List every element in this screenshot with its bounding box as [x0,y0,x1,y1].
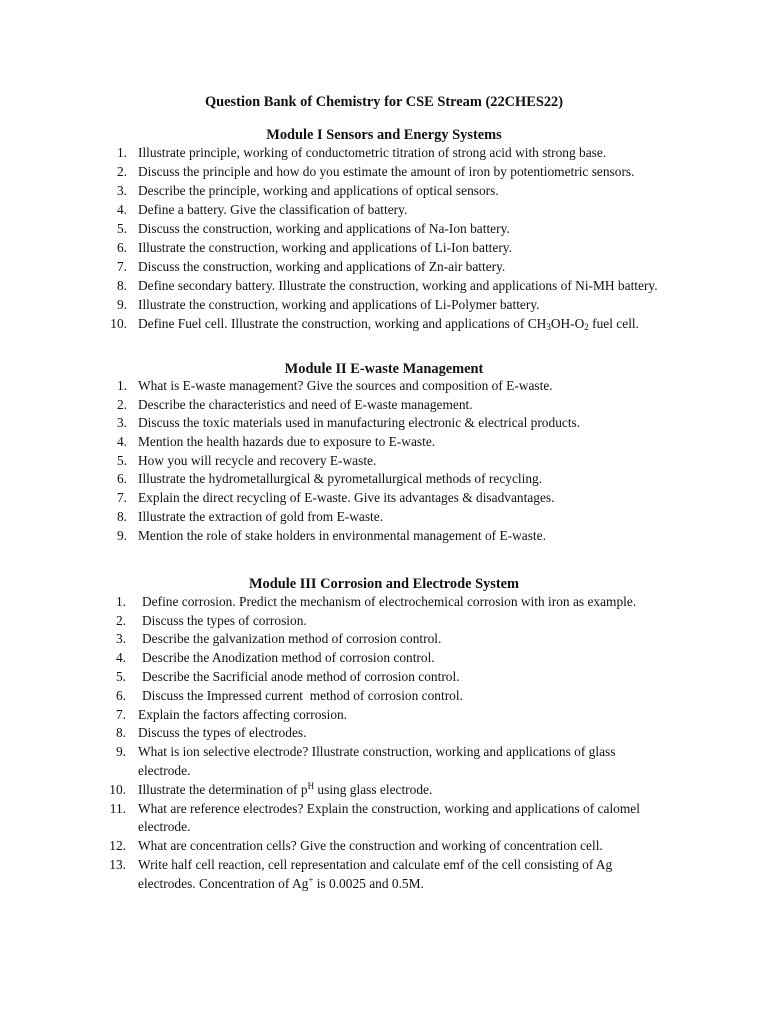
question-number: 6. [115,687,126,703]
question-number: 9. [116,297,127,312]
question-text: Illustrate the construction, working and applications of Li-Ion battery. [138,240,512,255]
question-number: 10. [109,781,126,797]
question-text: Discuss the toxic materials used in manufacturing electronic & electrical products. [138,415,581,431]
question-number: 1. [116,378,127,393]
question-text: Explain the factors affecting corrosion. [138,706,348,722]
list-item [0,414,768,433]
question-text: Describe the characteristics and need of E-waste management. [138,396,473,412]
list-item [0,649,768,668]
question-text: Describe the galvanization method of corrosion control. [142,630,442,646]
list-item [0,144,768,163]
question-number: 8. [116,278,127,293]
list-item [0,220,768,239]
question-number: 9. [115,744,126,760]
list-item [0,781,768,800]
question-text: What are concentration cells? Give the construction and working of concentration cell. [138,838,603,854]
list-item [0,396,768,415]
question-number: 3. [115,630,126,646]
question-number: 8. [115,725,126,741]
question-text: Discuss the types of electrodes. [138,725,307,741]
list-item [0,856,768,894]
question-text: Illustrate the determination of $p^H$ using glass electrode. [138,780,433,797]
module-1-title: Module I Sensors and Energy Systems [266,127,502,143]
list-item [0,837,768,856]
list-item [0,630,768,649]
list-item [0,743,768,781]
question-text: Define secondary battery. Illustrate the construction, working and applications of Ni-MH battery. [138,278,658,293]
question-number: 7. [116,490,127,506]
module-1-question-list [0,144,768,334]
list-item [0,612,768,630]
question-number: 2. [116,396,127,412]
question-text: Write half cell reaction, cell representation and calculate emf of the cell consisting of Ag electrodes. Concentration of Ag+ is 0.0025 and 0.5M. [138,856,613,891]
question-text: Discuss the construction, working and applications of Zn-air battery. [138,259,506,274]
question-text: Define Fuel cell. Illustrate the construction, working and applications of $CH_3OH-O_2$ fuel cell. [138,316,639,332]
list-item [0,724,768,743]
question-number: 4. [115,650,126,666]
question-text: Illustrate the construction, working and applications of Li-Polymer battery. [138,297,540,312]
list-item [0,470,768,489]
list-item [0,258,768,277]
list-item [0,201,768,220]
question-text: What is E-waste management? Give the sources and composition of E-waste. [138,378,553,393]
question-text: Describe the Anodization method of corrosion control. [142,650,435,666]
question-text: Describe the Sacrificial anode method of corrosion control. [142,668,460,684]
question-text: Discuss the construction, working and applications of Na-Ion battery. [138,221,510,236]
question-text: Illustrate the hydrometallurgical & pyrometallurgical methods of recycling. [138,471,543,487]
question-number: 9. [116,527,127,543]
question-text: How you will recycle and recovery E-waste. [138,452,377,468]
list-item [0,182,768,201]
question-number: 8. [116,508,127,524]
list-item [0,593,768,612]
question-number: 6. [116,471,127,487]
question-number: 10. [110,316,127,331]
list-item [0,800,768,838]
module-3-title: Module III Corrosion and Electrode System [248,576,520,592]
question-number: 1. [116,145,127,160]
question-text: Discuss the types of corrosion. [142,612,307,628]
list-item [0,706,768,725]
question-number: 2. [116,164,127,179]
question-number: 5. [115,668,126,684]
question-number: 4. [116,202,127,217]
module-2-question-list [0,377,768,545]
document-title: Question Bank of Chemistry for CSE Stream (22CHES22) [204,94,564,110]
question-number: 12. [109,838,126,854]
question-text: Illustrate principle, working of conductometric titration of strong acid with strong base. [138,145,607,160]
list-item [0,687,768,706]
question-text: What is ion selective electrode? Illustrate construction, working and applications of glass electrode. [138,744,616,778]
question-text: Describe the principle, working and applications of optical sensors. [138,183,499,198]
question-number: 3. [116,183,127,198]
question-text: Mention the role of stake holders in environmental management of E-waste. [138,527,546,543]
question-number: 2. [115,612,126,628]
list-item [0,377,768,396]
list-item [0,508,768,527]
list-item [0,489,768,508]
question-number: 4. [116,434,127,450]
question-text: Discuss the Impressed current method of corrosion control. [142,687,463,703]
question-number: 1. [115,594,126,609]
question-number: 13. [109,856,126,872]
question-text: Mention the health hazards due to exposure to E-waste. [138,434,436,450]
question-number: 5. [116,452,127,468]
question-number: 7. [116,259,127,274]
list-item [0,277,768,296]
question-text: Define a battery. Give the classification of battery. [138,202,408,217]
list-item [0,163,768,182]
question-number: 11. [109,800,126,816]
question-number: 7. [115,706,126,722]
list-item [0,452,768,471]
question-text: What are reference electrodes? Explain the construction, working and applications of calomel electrode. [138,800,640,835]
list-item [0,296,768,315]
module-3-question-list [0,593,768,894]
list-item [0,239,768,258]
question-text: Explain the direct recycling of E-waste. Give its advantages & disadvantages. [138,490,555,506]
list-item [0,315,768,334]
list-item [0,433,768,452]
list-item [0,527,768,546]
question-number: 3. [116,415,127,431]
question-text: Illustrate the extraction of gold from E-waste. [138,508,384,524]
question-number: 5. [116,221,127,236]
module-2-title: Module II E-waste Management [284,361,484,377]
question-number: 6. [116,240,127,255]
question-text: Discuss the principle and how do you estimate the amount of iron by potentiometric sensors. [138,164,635,179]
list-item [0,668,768,687]
question-text: Define corrosion. Predict the mechanism of electrochemical corrosion with iron as example. [142,594,637,609]
